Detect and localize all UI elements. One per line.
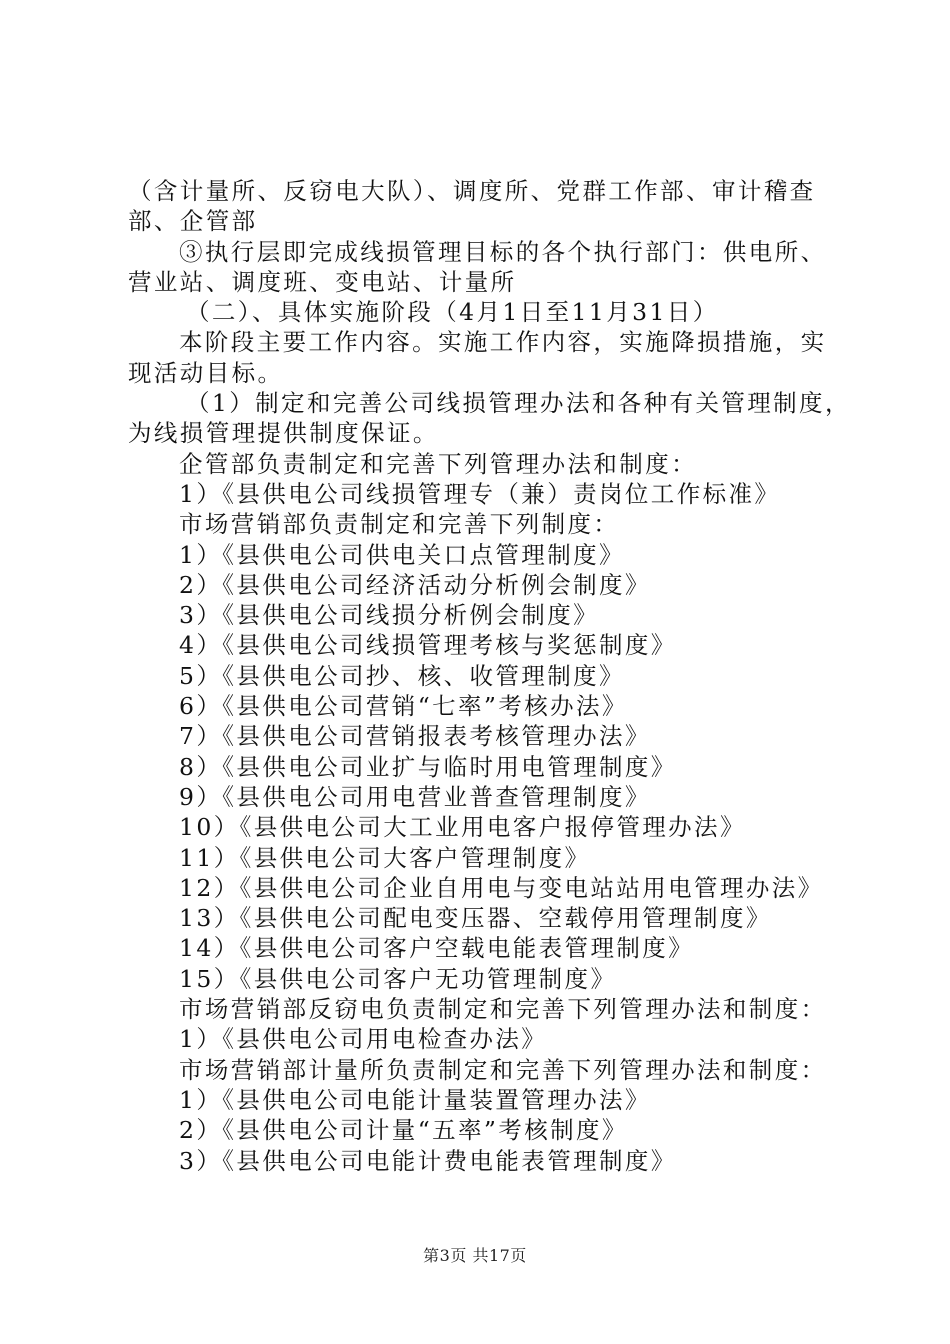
text-line: 为线损管理提供制度保证。 (128, 419, 439, 448)
list-item: 12）《县供电公司企业自用电与变电站站用电管理办法》 (179, 873, 824, 902)
list-item: 1）《县供电公司线损管理专（兼）责岗位工作标准》 (179, 479, 781, 508)
text-line: （含计量所、反窃电大队）、调度所、党群工作部、审计稽查 (128, 177, 816, 205)
list-item: 1）《县供电公司用电检查办法》 (179, 1025, 548, 1054)
text-line: 企管部负责制定和完善下列管理办法和制度： (179, 449, 697, 478)
list-item: 11）《县供电公司大客户管理制度》 (179, 843, 591, 872)
list-item: 5）《县供电公司抄、核、收管理制度》 (179, 661, 625, 690)
list-item: 3）《县供电公司线损分析例会制度》 (179, 601, 600, 630)
text-line: ③执行层即完成线损管理目标的各个执行部门：供电所、 (179, 237, 827, 266)
list-item: 15）《县供电公司客户无功管理制度》 (179, 964, 617, 993)
section-heading: （二）、具体实施阶段（4月1日至11月31日） (186, 298, 719, 327)
list-item: 8）《县供电公司业扩与临时用电管理制度》 (179, 752, 677, 781)
list-item: 2）《县供电公司计量“五率”考核制度》 (179, 1116, 628, 1145)
list-item: 3）《县供电公司电能计费电能表管理制度》 (179, 1146, 677, 1175)
list-item: 6）《县供电公司营销“七率”考核办法》 (179, 692, 628, 721)
text-line: 市场营销部负责制定和完善下列制度： (179, 510, 620, 539)
text-line: 市场营销部反窃电负责制定和完善下列管理办法和制度： (179, 995, 827, 1024)
text-line: 市场营销部计量所负责制定和完善下列管理办法和制度： (179, 1055, 827, 1084)
list-item: 4）《县供电公司线损管理考核与奖惩制度》 (179, 631, 677, 660)
text-line: 部、企管部 (128, 207, 258, 236)
text-line: （1）制定和完善公司线损管理办法和各种有关管理制度， (186, 389, 851, 418)
list-item: 1）《县供电公司电能计量装置管理办法》 (179, 1085, 651, 1114)
list-item: 2）《县供电公司经济活动分析例会制度》 (179, 570, 651, 599)
page-number-footer: 第3页 共17页 (423, 1246, 527, 1265)
list-item: 10）《县供电公司大工业用电客户报停管理办法》 (179, 813, 746, 842)
list-item: 14）《县供电公司客户空载电能表管理制度》 (179, 934, 695, 963)
list-item: 13）《县供电公司配电变压器、空载停用管理制度》 (179, 904, 772, 933)
document-body (128, 176, 851, 1176)
text-line: 本阶段主要工作内容。实施工作内容，实施降损措施，实 (179, 328, 827, 357)
list-item: 9）《县供电公司用电营业普查管理制度》 (179, 782, 651, 811)
list-item: 1）《县供电公司供电关口点管理制度》 (179, 540, 625, 569)
text-line: 营业站、调度班、变电站、计量所 (128, 267, 517, 296)
text-line: 现活动目标。 (128, 358, 284, 387)
list-item: 7）《县供电公司营销报表考核管理办法》 (179, 722, 651, 751)
